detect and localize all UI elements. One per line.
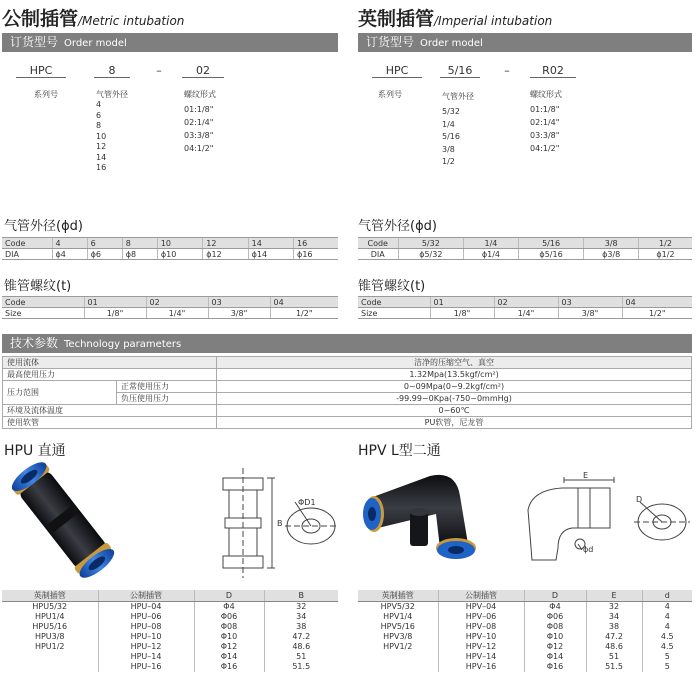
table-cell: 51.5 bbox=[264, 662, 338, 672]
table-row bbox=[3, 357, 692, 369]
table-header: B bbox=[264, 590, 338, 602]
table-cell: 38 bbox=[586, 622, 642, 632]
table-cell: 5/16 bbox=[518, 238, 584, 249]
metric-thread-table bbox=[2, 296, 338, 319]
table-cell: 04 bbox=[622, 297, 692, 308]
table-cell: 34 bbox=[586, 612, 642, 622]
table-cell: 48.6 bbox=[264, 642, 338, 652]
table-cell: 02 bbox=[494, 297, 558, 308]
table-row bbox=[2, 238, 338, 249]
table-cell: HPV5/32 bbox=[380, 602, 415, 612]
table-cell: Size bbox=[358, 308, 430, 319]
table-row bbox=[3, 405, 692, 417]
table-row bbox=[2, 602, 338, 612]
table-row bbox=[358, 602, 692, 612]
table-cell: Code bbox=[358, 238, 398, 249]
imperial-series-label: 系列号 bbox=[378, 90, 402, 99]
metric-dia-list bbox=[96, 100, 106, 174]
table-row bbox=[2, 297, 338, 308]
imperial-thread-item: 01:1/8" bbox=[530, 105, 560, 114]
table-cell: 4.5 bbox=[642, 632, 692, 642]
table-cell: Φ14 bbox=[524, 652, 586, 662]
table-row bbox=[358, 238, 692, 249]
imperial-model-dash: – bbox=[504, 64, 510, 77]
imperial-dia-item: 5/16 bbox=[442, 132, 460, 141]
table-row bbox=[2, 622, 338, 632]
table-cell: 01 bbox=[430, 297, 494, 308]
table-row bbox=[3, 369, 692, 381]
table-cell: HPV–16 bbox=[438, 662, 524, 672]
metric-dia-item: 6 bbox=[96, 110, 102, 120]
table-cell: HPV–06 bbox=[438, 612, 524, 622]
table-cell: 1/2" bbox=[270, 308, 338, 319]
table-row bbox=[358, 249, 692, 260]
tech-label: 使用软管 bbox=[3, 417, 217, 429]
table-cell: DIA bbox=[2, 249, 52, 260]
table-cell: 01 bbox=[84, 297, 146, 308]
imperial-model-dia: 5/16 bbox=[440, 64, 480, 78]
metric-thread-label: 螺纹形式 bbox=[184, 90, 216, 99]
imperial-dia-item: 1/2 bbox=[442, 157, 455, 166]
table-row bbox=[358, 622, 692, 632]
table-cell: Φ14 bbox=[194, 652, 264, 662]
table-cell: ϕ8 bbox=[122, 249, 157, 260]
metric-dia-heading: 气管外径(ϕd) bbox=[4, 219, 83, 234]
metric-thread-item: 02:1/4" bbox=[184, 118, 214, 127]
table-cell bbox=[358, 652, 438, 662]
hpu-fitting-image bbox=[8, 460, 118, 580]
table-cell bbox=[2, 652, 98, 662]
table-row bbox=[358, 662, 692, 672]
hpv-drawing bbox=[518, 470, 694, 580]
hpv-title: HPV L型二通 bbox=[358, 443, 441, 459]
table-cell: Φ08 bbox=[524, 622, 586, 632]
table-cell: Code bbox=[358, 297, 430, 308]
metric-order-en: Order model bbox=[64, 38, 127, 49]
table-cell: 02 bbox=[146, 297, 208, 308]
table-cell: 14 bbox=[248, 238, 293, 249]
hpv-spec-table bbox=[358, 590, 692, 672]
table-cell bbox=[358, 662, 438, 672]
table-cell: 48.6 bbox=[586, 642, 642, 652]
table-row bbox=[2, 632, 338, 642]
table-header: 公制插管 bbox=[438, 590, 524, 602]
table-cell: HPV–08 bbox=[438, 622, 524, 632]
tech-bar bbox=[2, 334, 692, 353]
table-cell: Φ08 bbox=[194, 622, 264, 632]
table-cell bbox=[2, 662, 98, 672]
table-row bbox=[358, 590, 692, 602]
imperial-dia-list bbox=[442, 106, 460, 169]
table-header: E bbox=[586, 590, 642, 602]
tech-value: 0~09Mpa(0~9.2kgf/cm²) bbox=[217, 381, 692, 393]
table-cell: 10 bbox=[157, 238, 202, 249]
table-cell: 5 bbox=[642, 652, 692, 662]
imperial-title-cn: 英制插管 bbox=[358, 8, 435, 30]
table-cell: 12 bbox=[203, 238, 248, 249]
table-cell: HPV1/4 bbox=[383, 612, 413, 621]
metric-order-panel bbox=[2, 52, 338, 202]
table-row bbox=[358, 652, 692, 662]
table-header: 英制插管 bbox=[2, 590, 98, 602]
table-cell: ϕ12 bbox=[203, 249, 248, 260]
metric-model-dia: 8 bbox=[94, 64, 130, 78]
metric-dia-item: 10 bbox=[96, 131, 107, 141]
tech-value: 0~60℃ bbox=[217, 405, 692, 417]
table-row bbox=[2, 652, 338, 662]
table-cell: 03 bbox=[558, 297, 622, 308]
imperial-thread-item: 02:1/4" bbox=[530, 118, 560, 127]
imperial-dia-item: 1/4 bbox=[442, 119, 455, 129]
table-cell: 51.5 bbox=[586, 662, 642, 672]
table-cell: 6 bbox=[87, 238, 122, 249]
metric-dia-label: 气管外径 bbox=[96, 90, 128, 99]
metric-dia-item: 16 bbox=[96, 163, 107, 172]
table-cell: Φ16 bbox=[524, 662, 586, 672]
table-cell: HPU1/4 bbox=[34, 612, 65, 621]
metric-series-label: 系列号 bbox=[34, 90, 58, 99]
table-row bbox=[358, 297, 692, 308]
metric-dia-table bbox=[2, 237, 338, 260]
imperial-thread-list bbox=[530, 103, 559, 155]
metric-title-en: /Metric intubation bbox=[78, 14, 185, 28]
table-cell: 47.2 bbox=[264, 632, 338, 642]
tech-table bbox=[2, 356, 692, 429]
metric-model-thread: 02 bbox=[182, 64, 224, 78]
imperial-dia-item: 3/8 bbox=[442, 144, 455, 154]
table-header: D bbox=[524, 590, 586, 602]
table-cell: ϕ14 bbox=[248, 249, 293, 260]
imperial-thread-table bbox=[358, 296, 692, 319]
table-row bbox=[358, 612, 692, 622]
table-header: 公制插管 bbox=[98, 590, 194, 602]
table-cell: HPU1/2 bbox=[34, 642, 65, 651]
table-cell: Φ12 bbox=[524, 642, 586, 652]
imperial-dia-heading: 气管外径(ϕd) bbox=[358, 219, 437, 234]
tech-sublabel: 负压使用压力 bbox=[117, 393, 217, 405]
table-cell: ϕ16 bbox=[294, 249, 338, 260]
tech-title-en: Technology parameters bbox=[64, 339, 182, 350]
table-cell: 1/2" bbox=[622, 308, 692, 319]
table-cell: HPU–14 bbox=[98, 652, 194, 662]
table-cell: HPV–10 bbox=[438, 632, 524, 642]
table-cell: 5 bbox=[642, 662, 692, 672]
imperial-dia-label: 气管外径 bbox=[442, 92, 474, 101]
imperial-order-panel bbox=[358, 52, 692, 202]
table-cell: 5/32 bbox=[398, 238, 464, 249]
metric-dia-item: 12 bbox=[96, 142, 107, 151]
hpu-dim-d: ΦD1 bbox=[298, 498, 316, 507]
table-cell: 3/8 bbox=[584, 238, 639, 249]
table-cell: ϕ10 bbox=[157, 249, 202, 260]
table-cell: ϕ3/8 bbox=[584, 249, 639, 260]
table-cell: HPU–06 bbox=[98, 612, 194, 622]
table-cell: HPV–04 bbox=[438, 602, 524, 612]
table-cell: HPV3/8 bbox=[383, 632, 413, 641]
table-row bbox=[358, 632, 692, 642]
tech-label: 环境及流体温度 bbox=[3, 405, 217, 417]
hpv-dim-e: E bbox=[583, 471, 589, 480]
imperial-thread-item: 03:3/8" bbox=[530, 131, 560, 140]
table-cell: Φ16 bbox=[194, 662, 264, 672]
table-cell: HPV1/2 bbox=[383, 642, 413, 651]
table-cell: 1/4" bbox=[494, 308, 558, 319]
imperial-dia-table bbox=[358, 237, 692, 260]
metric-order-cn: 订货型号 bbox=[10, 35, 59, 49]
table-cell: 32 bbox=[586, 602, 642, 612]
table-cell: 38 bbox=[264, 622, 338, 632]
table-cell: ϕ4 bbox=[52, 249, 87, 260]
table-cell: Φ4 bbox=[524, 602, 586, 612]
table-cell: ϕ5/32 bbox=[398, 249, 464, 260]
table-cell: Φ10 bbox=[524, 632, 586, 642]
table-cell: DIA bbox=[358, 249, 398, 260]
metric-dia-item: 14 bbox=[96, 152, 107, 162]
table-cell: HPU–12 bbox=[98, 642, 194, 652]
metric-thread-item: 04:1/2" bbox=[184, 144, 214, 153]
table-cell: 1/8" bbox=[430, 308, 494, 319]
table-cell: ϕ6 bbox=[87, 249, 122, 260]
table-cell: 4 bbox=[52, 238, 87, 249]
hpu-title: HPU 直通 bbox=[4, 443, 66, 459]
table-cell: Φ06 bbox=[524, 612, 586, 622]
table-cell: HPV–14 bbox=[438, 652, 524, 662]
tech-value: PU软管，尼龙管 bbox=[217, 417, 692, 429]
table-row bbox=[2, 308, 338, 319]
table-cell: 3/8" bbox=[558, 308, 622, 319]
imperial-title bbox=[358, 4, 552, 31]
table-cell: 8 bbox=[122, 238, 157, 249]
table-cell: 3/8" bbox=[208, 308, 270, 319]
table-cell: HPU–16 bbox=[98, 662, 194, 672]
hpv-dim-d: D bbox=[636, 495, 643, 504]
tech-sublabel: 正常使用压力 bbox=[117, 381, 217, 393]
tech-value: -99.99~0Kpa(-750~0mmHg) bbox=[217, 393, 692, 405]
metric-title-cn: 公制插管 bbox=[2, 8, 79, 30]
imperial-thread-heading: 锥管螺纹(t) bbox=[358, 279, 426, 294]
table-cell: 4.5 bbox=[642, 642, 692, 652]
table-cell: 1/2 bbox=[638, 238, 692, 249]
metric-thread-item: 01:1/8" bbox=[184, 105, 214, 114]
imperial-model-series: HPC bbox=[372, 64, 422, 78]
table-cell: 4 bbox=[642, 602, 692, 612]
table-cell: 34 bbox=[264, 612, 338, 622]
imperial-model-thread: R02 bbox=[530, 64, 576, 78]
table-cell: 16 bbox=[294, 238, 338, 249]
metric-dia-item: 4 bbox=[96, 100, 102, 109]
tech-value: 洁净的压缩空气、真空 bbox=[217, 357, 692, 369]
metric-order-bar bbox=[2, 33, 338, 52]
table-cell: HPU5/16 bbox=[32, 622, 68, 631]
table-cell: 51 bbox=[264, 652, 338, 662]
metric-title bbox=[2, 4, 184, 31]
table-cell: Size bbox=[2, 308, 84, 319]
metric-model-dash: – bbox=[156, 64, 162, 77]
table-cell: 4 bbox=[642, 622, 692, 632]
metric-model-series: HPC bbox=[16, 64, 66, 78]
tech-label: 最高使用压力 bbox=[3, 369, 217, 381]
table-row bbox=[2, 612, 338, 622]
hpu-spec-table bbox=[2, 590, 338, 672]
imperial-title-en: /Imperial intubation bbox=[434, 14, 553, 28]
table-row bbox=[3, 417, 692, 429]
table-cell: 4 bbox=[642, 612, 692, 622]
metric-thread-item: 03:3/8" bbox=[184, 131, 214, 140]
table-cell: 51 bbox=[586, 652, 642, 662]
table-cell: HPU3/8 bbox=[34, 632, 65, 641]
tech-label: 使用流体 bbox=[3, 357, 217, 369]
table-cell: 1/4 bbox=[464, 238, 519, 249]
table-row bbox=[2, 590, 338, 602]
table-row bbox=[2, 662, 338, 672]
table-cell: 04 bbox=[270, 297, 338, 308]
table-cell: ϕ1/2 bbox=[638, 249, 692, 260]
hpv-dim-dd: ϕd bbox=[583, 545, 594, 554]
table-cell: 03 bbox=[208, 297, 270, 308]
imperial-thread-label: 螺纹形式 bbox=[530, 90, 562, 99]
hpu-dim-b: B bbox=[277, 519, 283, 528]
table-cell: 32 bbox=[264, 602, 338, 612]
table-cell: 1/4" bbox=[146, 308, 208, 319]
imperial-order-en: Order model bbox=[420, 38, 483, 49]
table-cell: Φ4 bbox=[194, 602, 264, 612]
table-header: d bbox=[642, 590, 692, 602]
table-cell: HPU–08 bbox=[98, 622, 194, 632]
hpv-fitting-image bbox=[360, 462, 490, 572]
metric-thread-list bbox=[184, 103, 213, 155]
table-cell: HPU–10 bbox=[98, 632, 194, 642]
metric-dia-item: 8 bbox=[96, 121, 102, 130]
table-cell: ϕ1/4 bbox=[464, 249, 519, 260]
table-cell: 1/8" bbox=[84, 308, 146, 319]
table-cell: HPV–12 bbox=[438, 642, 524, 652]
tech-value: 1.32Mpa(13.5kgf/cm²) bbox=[217, 369, 692, 381]
tech-title-cn: 技术参数 bbox=[10, 336, 59, 350]
table-cell: Φ12 bbox=[194, 642, 264, 652]
table-row bbox=[2, 249, 338, 260]
table-cell: Φ10 bbox=[194, 632, 264, 642]
table-cell: HPV5/16 bbox=[380, 622, 415, 631]
table-cell: HPU–04 bbox=[98, 602, 194, 612]
table-cell: ϕ5/16 bbox=[518, 249, 584, 260]
table-cell: 47.2 bbox=[586, 632, 642, 642]
tech-label: 压力范围 bbox=[3, 381, 117, 405]
table-row bbox=[358, 642, 692, 652]
table-cell: Code bbox=[2, 297, 84, 308]
table-header: 英制插管 bbox=[358, 590, 438, 602]
imperial-dia-item: 5/32 bbox=[442, 107, 460, 116]
table-cell: Φ06 bbox=[194, 612, 264, 622]
table-cell: HPU5/32 bbox=[32, 602, 68, 612]
metric-thread-heading: 锥管螺纹(t) bbox=[4, 279, 72, 294]
imperial-thread-item: 04:1/2" bbox=[530, 144, 560, 153]
table-row bbox=[3, 381, 692, 393]
table-row bbox=[358, 308, 692, 319]
imperial-order-cn: 订货型号 bbox=[366, 35, 415, 49]
table-header: D bbox=[194, 590, 264, 602]
table-row bbox=[2, 642, 338, 652]
imperial-order-bar bbox=[358, 33, 692, 52]
table-cell: Code bbox=[2, 238, 52, 249]
